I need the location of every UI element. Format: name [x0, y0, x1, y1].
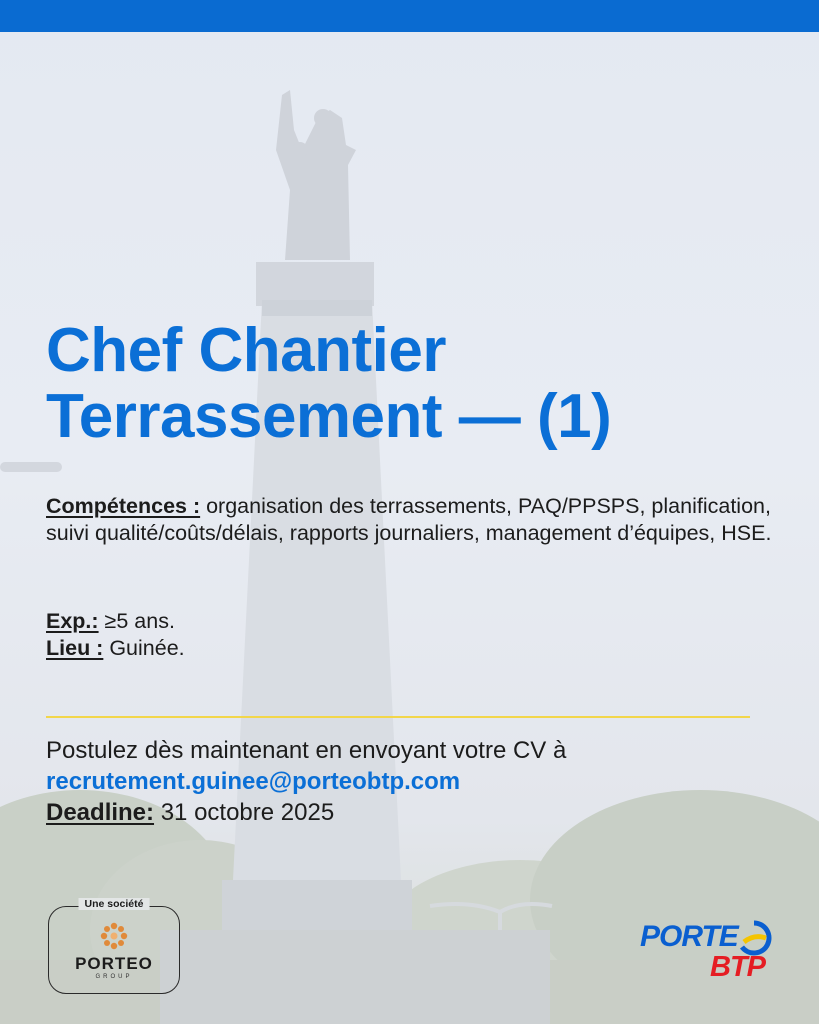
apply-text: Postulez dès maintenant en envoyant votre CV à	[46, 737, 567, 764]
porteo-btp-logo	[640, 918, 775, 986]
skills-paragraph	[46, 493, 776, 547]
deadline-line	[46, 797, 566, 828]
top-accent-bar	[0, 0, 819, 32]
group-sub: GROUP	[95, 974, 133, 980]
group-flower-icon	[99, 921, 129, 951]
btp-logo-sub: BTP	[710, 951, 765, 983]
location-line	[46, 635, 185, 662]
apply-section	[46, 735, 566, 828]
experience-label: Exp.:	[46, 609, 99, 633]
group-name: PORTEO	[75, 954, 153, 973]
requirements	[46, 608, 185, 662]
apply-email-link[interactable]: recrutement.guinee@porteobtp.com	[46, 768, 461, 795]
group-caption: Une société	[79, 898, 150, 910]
skills-label: Compétences :	[46, 494, 201, 518]
location-label: Lieu :	[46, 636, 104, 660]
deadline-label: Deadline:	[46, 799, 155, 826]
btp-logo-word: PORTE	[640, 920, 738, 953]
experience-value: ≥5 ans.	[98, 609, 175, 633]
deadline-value: 31 octobre 2025	[154, 799, 335, 826]
job-title-line-1: Chef Chantier	[46, 316, 446, 385]
job-title	[46, 318, 611, 450]
job-title-line-2: Terrassement — (1)	[46, 382, 612, 451]
location-value: Guinée.	[103, 636, 185, 660]
section-divider	[46, 716, 750, 718]
porteo-group-logo	[48, 898, 180, 994]
skills-text: organisation des terrassements, PAQ/PPSPS, planification, suivi qualité/coûts/délais, rapports journaliers, management d’équipes, HSE.	[46, 494, 772, 545]
experience-line	[46, 608, 185, 635]
